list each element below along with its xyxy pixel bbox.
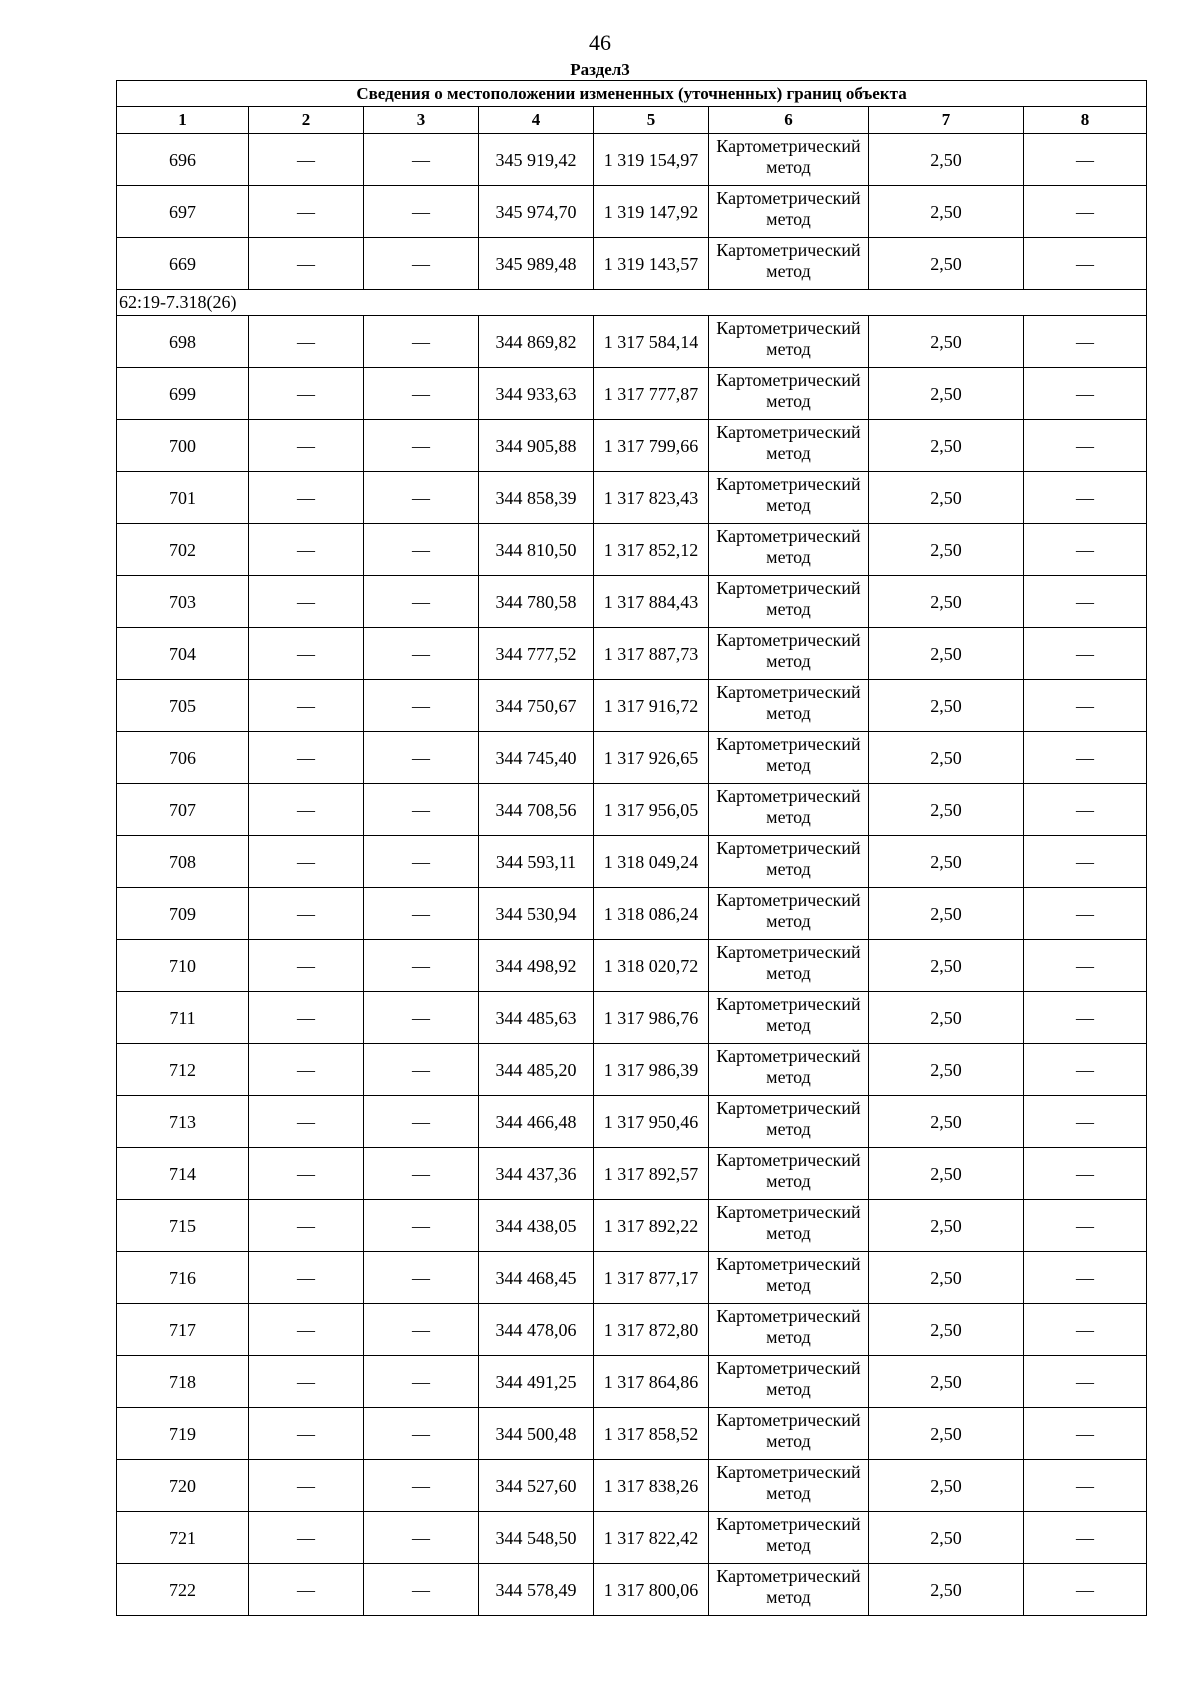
method-cell: Картометрический метод: [709, 628, 869, 680]
x-coordinate-cell: 344 438,05: [479, 1200, 594, 1252]
group-row: [117, 290, 1147, 316]
group-label: 62:19-7.318(26): [117, 290, 479, 316]
point-number-cell: 720: [117, 1460, 249, 1512]
col2-cell: —: [249, 732, 364, 784]
accuracy-cell: 2,50: [869, 420, 1024, 472]
table-row: [117, 186, 1147, 238]
column-header: 5: [594, 107, 709, 134]
table-row: [117, 1460, 1147, 1512]
y-coordinate-cell: 1 317 892,57: [594, 1148, 709, 1200]
point-number-cell: 712: [117, 1044, 249, 1096]
y-coordinate-cell: 1 317 823,43: [594, 472, 709, 524]
col3-cell: —: [364, 940, 479, 992]
x-coordinate-cell: 344 858,39: [479, 472, 594, 524]
table-row: [117, 940, 1147, 992]
accuracy-cell: 2,50: [869, 1460, 1024, 1512]
col3-cell: —: [364, 1512, 479, 1564]
x-coordinate-cell: 344 437,36: [479, 1148, 594, 1200]
table-row: [117, 836, 1147, 888]
col2-cell: —: [249, 888, 364, 940]
x-coordinate-cell: 344 593,11: [479, 836, 594, 888]
x-coordinate-cell: 344 468,45: [479, 1252, 594, 1304]
point-number-cell: 716: [117, 1252, 249, 1304]
x-coordinate-cell: 344 478,06: [479, 1304, 594, 1356]
accuracy-cell: 2,50: [869, 1096, 1024, 1148]
col8-cell: —: [1024, 940, 1147, 992]
x-coordinate-cell: 344 548,50: [479, 1512, 594, 1564]
column-header: 6: [709, 107, 869, 134]
col3-cell: —: [364, 888, 479, 940]
col8-cell: —: [1024, 134, 1147, 186]
table-row: [117, 1408, 1147, 1460]
col2-cell: —: [249, 420, 364, 472]
col8-cell: —: [1024, 784, 1147, 836]
y-coordinate-cell: 1 317 986,76: [594, 992, 709, 1044]
y-coordinate-cell: 1 317 950,46: [594, 1096, 709, 1148]
x-coordinate-cell: 344 530,94: [479, 888, 594, 940]
accuracy-cell: 2,50: [869, 628, 1024, 680]
accuracy-cell: 2,50: [869, 524, 1024, 576]
col3-cell: —: [364, 576, 479, 628]
accuracy-cell: 2,50: [869, 1408, 1024, 1460]
method-cell: Картометрический метод: [709, 732, 869, 784]
accuracy-cell: 2,50: [869, 680, 1024, 732]
point-number-cell: 700: [117, 420, 249, 472]
x-coordinate-cell: 344 485,63: [479, 992, 594, 1044]
table-body-group-label: [117, 290, 1147, 316]
col3-cell: —: [364, 420, 479, 472]
method-cell: Картометрический метод: [709, 186, 869, 238]
method-cell: Картометрический метод: [709, 940, 869, 992]
y-coordinate-cell: 1 317 838,26: [594, 1460, 709, 1512]
col3-cell: —: [364, 784, 479, 836]
accuracy-cell: 2,50: [869, 1252, 1024, 1304]
accuracy-cell: 2,50: [869, 1044, 1024, 1096]
method-cell: Картометрический метод: [709, 134, 869, 186]
method-cell: Картометрический метод: [709, 1460, 869, 1512]
y-coordinate-cell: 1 317 887,73: [594, 628, 709, 680]
col8-cell: —: [1024, 628, 1147, 680]
col2-cell: —: [249, 1044, 364, 1096]
point-number-cell: 704: [117, 628, 249, 680]
accuracy-cell: 2,50: [869, 1200, 1024, 1252]
table-row: [117, 238, 1147, 290]
col3-cell: —: [364, 186, 479, 238]
col8-cell: —: [1024, 680, 1147, 732]
col2-cell: —: [249, 628, 364, 680]
table-row: [117, 472, 1147, 524]
y-coordinate-cell: 1 318 020,72: [594, 940, 709, 992]
method-cell: Картометрический метод: [709, 1304, 869, 1356]
method-cell: Картометрический метод: [709, 576, 869, 628]
col8-cell: —: [1024, 1096, 1147, 1148]
col8-cell: —: [1024, 576, 1147, 628]
col8-cell: —: [1024, 992, 1147, 1044]
group-label-filler: [479, 290, 1147, 316]
x-coordinate-cell: 345 974,70: [479, 186, 594, 238]
method-cell: Картометрический метод: [709, 472, 869, 524]
y-coordinate-cell: 1 317 926,65: [594, 732, 709, 784]
method-cell: Картометрический метод: [709, 1512, 869, 1564]
x-coordinate-cell: 344 708,56: [479, 784, 594, 836]
col8-cell: —: [1024, 1304, 1147, 1356]
point-number-cell: 699: [117, 368, 249, 420]
table-row: [117, 1564, 1147, 1616]
col2-cell: —: [249, 524, 364, 576]
col2-cell: —: [249, 1356, 364, 1408]
y-coordinate-cell: 1 318 086,24: [594, 888, 709, 940]
accuracy-cell: 2,50: [869, 1512, 1024, 1564]
table-row: [117, 992, 1147, 1044]
column-header: 2: [249, 107, 364, 134]
col2-cell: —: [249, 1460, 364, 1512]
col8-cell: —: [1024, 1252, 1147, 1304]
table-row: [117, 628, 1147, 680]
y-coordinate-cell: 1 317 872,80: [594, 1304, 709, 1356]
y-coordinate-cell: 1 318 049,24: [594, 836, 709, 888]
x-coordinate-cell: 344 905,88: [479, 420, 594, 472]
col2-cell: —: [249, 186, 364, 238]
table-row: [117, 1200, 1147, 1252]
accuracy-cell: 2,50: [869, 784, 1024, 836]
method-cell: Картометрический метод: [709, 1200, 869, 1252]
x-coordinate-cell: 344 745,40: [479, 732, 594, 784]
col8-cell: —: [1024, 1200, 1147, 1252]
table-row: [117, 784, 1147, 836]
accuracy-cell: 2,50: [869, 1148, 1024, 1200]
accuracy-cell: 2,50: [869, 238, 1024, 290]
y-coordinate-cell: 1 317 884,43: [594, 576, 709, 628]
point-number-cell: 707: [117, 784, 249, 836]
method-cell: Картометрический метод: [709, 1252, 869, 1304]
y-coordinate-cell: 1 319 147,92: [594, 186, 709, 238]
method-cell: Картометрический метод: [709, 1564, 869, 1616]
table-row: [117, 576, 1147, 628]
table-caption: Сведения о местоположении измененных (уточненных) границ объекта: [117, 81, 1147, 107]
method-cell: Картометрический метод: [709, 238, 869, 290]
point-number-cell: 709: [117, 888, 249, 940]
method-cell: Картометрический метод: [709, 1148, 869, 1200]
accuracy-cell: 2,50: [869, 576, 1024, 628]
table-row: [117, 1252, 1147, 1304]
method-cell: Картометрический метод: [709, 1408, 869, 1460]
table-row: [117, 1356, 1147, 1408]
col2-cell: —: [249, 1304, 364, 1356]
col2-cell: —: [249, 576, 364, 628]
x-coordinate-cell: 344 578,49: [479, 1564, 594, 1616]
col3-cell: —: [364, 992, 479, 1044]
table-row: [117, 888, 1147, 940]
col3-cell: —: [364, 1564, 479, 1616]
x-coordinate-cell: 344 933,63: [479, 368, 594, 420]
col2-cell: —: [249, 1148, 364, 1200]
table-row: [117, 134, 1147, 186]
y-coordinate-cell: 1 317 777,87: [594, 368, 709, 420]
x-coordinate-cell: 344 750,67: [479, 680, 594, 732]
y-coordinate-cell: 1 317 892,22: [594, 1200, 709, 1252]
column-header: 7: [869, 107, 1024, 134]
x-coordinate-cell: 344 466,48: [479, 1096, 594, 1148]
accuracy-cell: 2,50: [869, 992, 1024, 1044]
point-number-cell: 721: [117, 1512, 249, 1564]
column-header: 4: [479, 107, 594, 134]
page-number: 46: [589, 30, 611, 55]
y-coordinate-cell: 1 317 916,72: [594, 680, 709, 732]
col8-cell: —: [1024, 1148, 1147, 1200]
y-coordinate-cell: 1 317 799,66: [594, 420, 709, 472]
x-coordinate-cell: 344 810,50: [479, 524, 594, 576]
col3-cell: —: [364, 1148, 479, 1200]
col3-cell: —: [364, 1252, 479, 1304]
col2-cell: —: [249, 1200, 364, 1252]
table-row: [117, 368, 1147, 420]
method-cell: Картометрический метод: [709, 888, 869, 940]
col2-cell: —: [249, 238, 364, 290]
accuracy-cell: 2,50: [869, 472, 1024, 524]
col3-cell: —: [364, 1460, 479, 1512]
table-row: [117, 1304, 1147, 1356]
point-number-cell: 702: [117, 524, 249, 576]
col3-cell: —: [364, 836, 479, 888]
y-coordinate-cell: 1 317 800,06: [594, 1564, 709, 1616]
x-coordinate-cell: 344 485,20: [479, 1044, 594, 1096]
col8-cell: —: [1024, 368, 1147, 420]
col8-cell: —: [1024, 1460, 1147, 1512]
col3-cell: —: [364, 316, 479, 368]
accuracy-cell: 2,50: [869, 186, 1024, 238]
x-coordinate-cell: 344 780,58: [479, 576, 594, 628]
table-row: [117, 1512, 1147, 1564]
column-header: 3: [364, 107, 479, 134]
y-coordinate-cell: 1 317 864,86: [594, 1356, 709, 1408]
point-number-cell: 719: [117, 1408, 249, 1460]
method-cell: Картометрический метод: [709, 680, 869, 732]
y-coordinate-cell: 1 317 584,14: [594, 316, 709, 368]
section-title: Раздел3: [570, 60, 630, 79]
col8-cell: —: [1024, 472, 1147, 524]
y-coordinate-cell: 1 319 154,97: [594, 134, 709, 186]
col3-cell: —: [364, 628, 479, 680]
col2-cell: —: [249, 1252, 364, 1304]
col2-cell: —: [249, 1512, 364, 1564]
x-coordinate-cell: 344 869,82: [479, 316, 594, 368]
col3-cell: —: [364, 472, 479, 524]
x-coordinate-cell: 344 527,60: [479, 1460, 594, 1512]
col3-cell: —: [364, 680, 479, 732]
method-cell: Картометрический метод: [709, 1096, 869, 1148]
point-number-cell: 701: [117, 472, 249, 524]
accuracy-cell: 2,50: [869, 134, 1024, 186]
col3-cell: —: [364, 1044, 479, 1096]
point-number-cell: 710: [117, 940, 249, 992]
point-number-cell: 696: [117, 134, 249, 186]
method-cell: Картометрический метод: [709, 420, 869, 472]
table-body-group-a: [117, 134, 1147, 290]
method-cell: Картометрический метод: [709, 316, 869, 368]
point-number-cell: 703: [117, 576, 249, 628]
table-row: [117, 420, 1147, 472]
col8-cell: —: [1024, 1356, 1147, 1408]
x-coordinate-cell: 345 919,42: [479, 134, 594, 186]
col8-cell: —: [1024, 836, 1147, 888]
x-coordinate-cell: 344 498,92: [479, 940, 594, 992]
accuracy-cell: 2,50: [869, 732, 1024, 784]
col3-cell: —: [364, 1096, 479, 1148]
table-row: [117, 1148, 1147, 1200]
col2-cell: —: [249, 940, 364, 992]
accuracy-cell: 2,50: [869, 1304, 1024, 1356]
col2-cell: —: [249, 316, 364, 368]
col2-cell: —: [249, 784, 364, 836]
point-number-cell: 698: [117, 316, 249, 368]
table-row: [117, 732, 1147, 784]
accuracy-cell: 2,50: [869, 836, 1024, 888]
point-number-cell: 708: [117, 836, 249, 888]
point-number-cell: 705: [117, 680, 249, 732]
col8-cell: —: [1024, 420, 1147, 472]
col8-cell: —: [1024, 186, 1147, 238]
point-number-cell: 711: [117, 992, 249, 1044]
col2-cell: —: [249, 1564, 364, 1616]
y-coordinate-cell: 1 317 858,52: [594, 1408, 709, 1460]
point-number-cell: 717: [117, 1304, 249, 1356]
col2-cell: —: [249, 1096, 364, 1148]
col3-cell: —: [364, 1200, 479, 1252]
table-row: [117, 524, 1147, 576]
table-row: [117, 1096, 1147, 1148]
col3-cell: —: [364, 1356, 479, 1408]
col3-cell: —: [364, 1304, 479, 1356]
accuracy-cell: 2,50: [869, 1564, 1024, 1616]
table-body-group-b: [117, 316, 1147, 1616]
point-number-cell: 706: [117, 732, 249, 784]
y-coordinate-cell: 1 317 852,12: [594, 524, 709, 576]
x-coordinate-cell: 344 500,48: [479, 1408, 594, 1460]
col8-cell: —: [1024, 1564, 1147, 1616]
column-header: 8: [1024, 107, 1147, 134]
col8-cell: —: [1024, 1512, 1147, 1564]
col8-cell: —: [1024, 238, 1147, 290]
accuracy-cell: 2,50: [869, 316, 1024, 368]
col8-cell: —: [1024, 524, 1147, 576]
col3-cell: —: [364, 732, 479, 784]
point-number-cell: 722: [117, 1564, 249, 1616]
method-cell: Картометрический метод: [709, 992, 869, 1044]
method-cell: Картометрический метод: [709, 1044, 869, 1096]
accuracy-cell: 2,50: [869, 888, 1024, 940]
accuracy-cell: 2,50: [869, 368, 1024, 420]
col8-cell: —: [1024, 316, 1147, 368]
coordinates-table: [116, 80, 1147, 1616]
method-cell: Картометрический метод: [709, 524, 869, 576]
y-coordinate-cell: 1 317 986,39: [594, 1044, 709, 1096]
accuracy-cell: 2,50: [869, 940, 1024, 992]
table-row: [117, 1044, 1147, 1096]
col2-cell: —: [249, 368, 364, 420]
col3-cell: —: [364, 368, 479, 420]
col3-cell: —: [364, 238, 479, 290]
point-number-cell: 714: [117, 1148, 249, 1200]
point-number-cell: 669: [117, 238, 249, 290]
table-row: [117, 316, 1147, 368]
col2-cell: —: [249, 1408, 364, 1460]
accuracy-cell: 2,50: [869, 1356, 1024, 1408]
x-coordinate-cell: 344 491,25: [479, 1356, 594, 1408]
col8-cell: —: [1024, 732, 1147, 784]
point-number-cell: 715: [117, 1200, 249, 1252]
method-cell: Картометрический метод: [709, 368, 869, 420]
table-row: [117, 680, 1147, 732]
col2-cell: —: [249, 836, 364, 888]
col8-cell: —: [1024, 1408, 1147, 1460]
col3-cell: —: [364, 134, 479, 186]
x-coordinate-cell: 345 989,48: [479, 238, 594, 290]
col2-cell: —: [249, 992, 364, 1044]
column-header: 1: [117, 107, 249, 134]
point-number-cell: 697: [117, 186, 249, 238]
col2-cell: —: [249, 472, 364, 524]
point-number-cell: 718: [117, 1356, 249, 1408]
method-cell: Картометрический метод: [709, 784, 869, 836]
y-coordinate-cell: 1 319 143,57: [594, 238, 709, 290]
col8-cell: —: [1024, 888, 1147, 940]
method-cell: Картометрический метод: [709, 836, 869, 888]
point-number-cell: 713: [117, 1096, 249, 1148]
y-coordinate-cell: 1 317 822,42: [594, 1512, 709, 1564]
method-cell: Картометрический метод: [709, 1356, 869, 1408]
col2-cell: —: [249, 134, 364, 186]
y-coordinate-cell: 1 317 877,17: [594, 1252, 709, 1304]
x-coordinate-cell: 344 777,52: [479, 628, 594, 680]
y-coordinate-cell: 1 317 956,05: [594, 784, 709, 836]
col3-cell: —: [364, 524, 479, 576]
col2-cell: —: [249, 680, 364, 732]
col3-cell: —: [364, 1408, 479, 1460]
col8-cell: —: [1024, 1044, 1147, 1096]
